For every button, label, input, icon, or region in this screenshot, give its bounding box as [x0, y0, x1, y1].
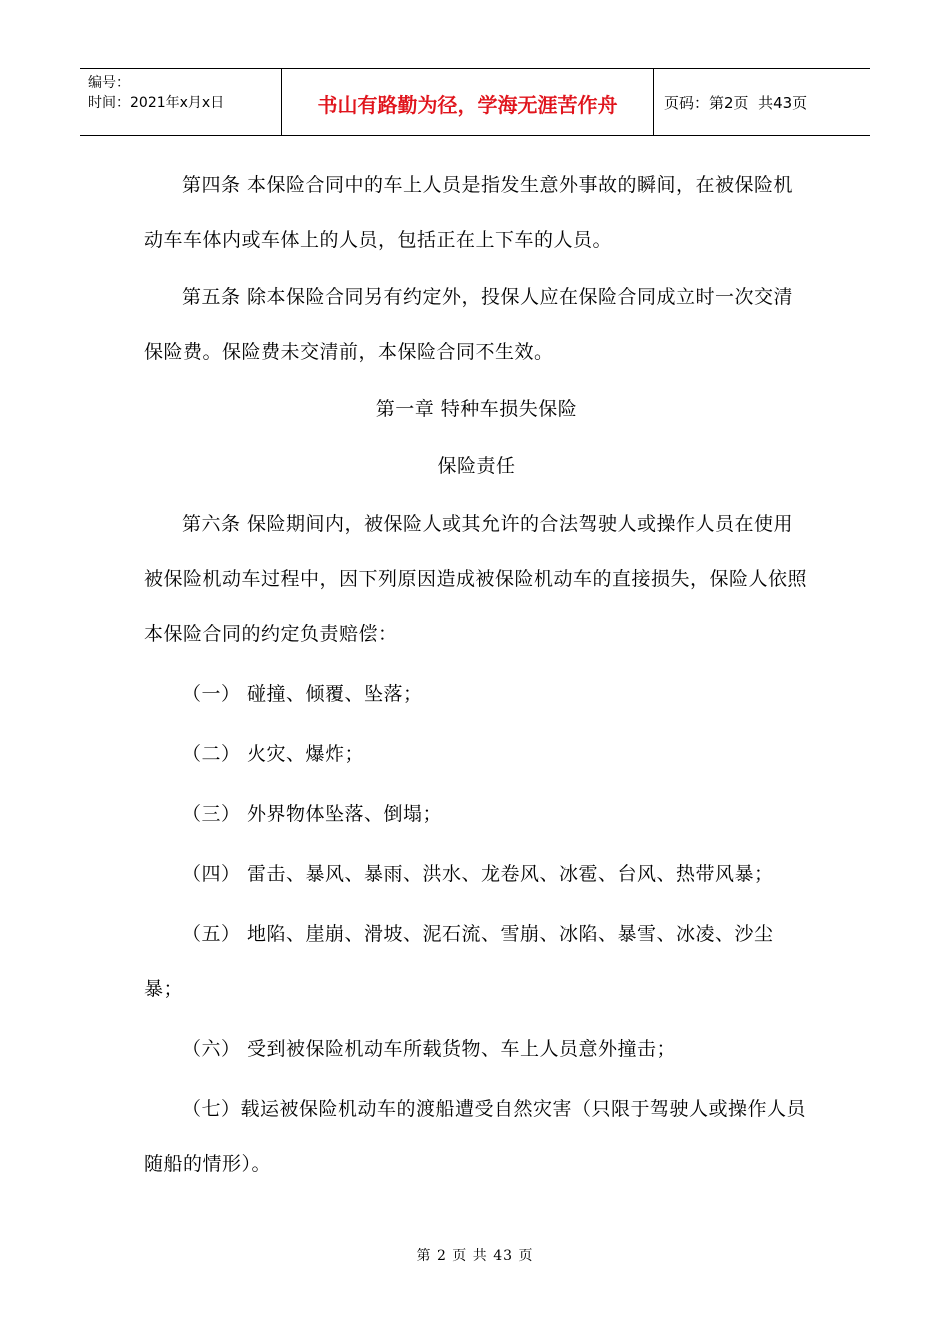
header-meta: [80, 69, 282, 135]
document-time: 时间：2021年x月x日: [88, 95, 225, 111]
chapter-title: 第一章 特种车损失保险: [375, 398, 578, 420]
article-5: 第五条 除本保险合同另有约定外，投保人应在保险合同成立时一次交清保险费。保险费未交清前，本保险合同不生效。: [144, 286, 794, 363]
list-item: （一） 碰撞、倾覆、坠落；: [182, 683, 423, 705]
header-motto: 书山有路勤为径，学海无涯苦作舟: [282, 69, 654, 135]
page-header: [80, 68, 870, 136]
header-page-code: 页码：第2页 共43页: [664, 93, 808, 112]
list-item: （四） 雷击、暴风、暴雨、洪水、龙卷风、冰雹、台风、热带风暴；: [182, 863, 774, 885]
list-item: （五） 地陷、崖崩、滑坡、泥石流、雪崩、冰陷、暴雪、冰凌、沙尘暴；: [144, 923, 774, 1000]
document-number-label: 编号：: [88, 75, 130, 91]
page-footer: 第 2 页 共 43 页: [416, 1248, 534, 1264]
document-body: [144, 158, 809, 1192]
list-item: （六） 受到被保险机动车所载货物、车上人员意外撞击；: [182, 1038, 677, 1060]
article-6: 第六条 保险期间内，被保险人或其允许的合法驾驶人或操作人员在使用被保险机动车过程中，因下列原因造成被保险机动车的直接损失，保险人依照本保险合同的约定负责赔偿：: [144, 513, 808, 645]
article-4: 第四条 本保险合同中的车上人员是指发生意外事故的瞬间，在被保险机动车车体内或车体上的人员，包括正在上下车的人员。: [144, 174, 794, 251]
list-item: （三） 外界物体坠落、倒塌；: [182, 803, 443, 825]
list-item: （二） 火灾、爆炸；: [182, 743, 365, 765]
section-title: 保险责任: [437, 455, 516, 477]
list-item: （七）载运被保险机动车的渡船遭受自然灾害（只限于驾驶人或操作人员随船的情形）。: [144, 1098, 807, 1175]
